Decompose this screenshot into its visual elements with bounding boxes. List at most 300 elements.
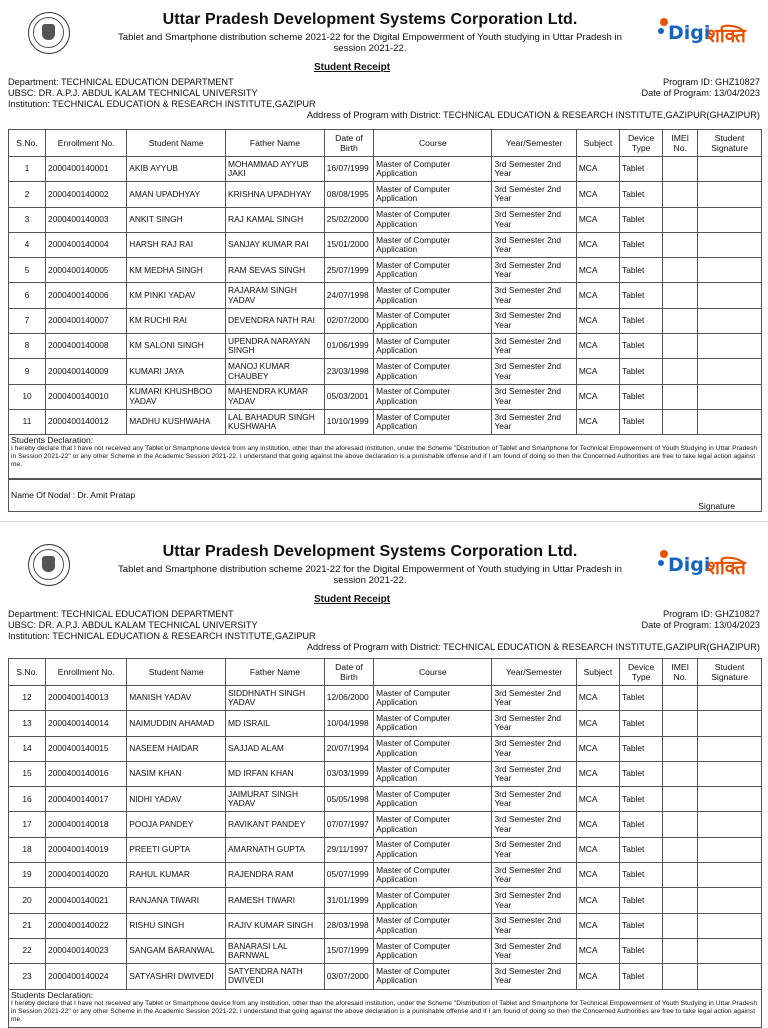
course-cell: Master of Computer Application [374, 207, 492, 232]
column-header: Year/Semester [492, 130, 576, 157]
father-name-cell: SIDDHNATH SINGH YADAV [226, 686, 325, 711]
serial-number-cell: 23 [9, 964, 46, 989]
column-header: Subject [576, 130, 619, 157]
imei-number-cell [663, 686, 698, 711]
device-type-cell: Tablet [620, 736, 663, 761]
subject-cell: MCA [576, 686, 619, 711]
year-semester-cell: 3rd Semester 2nd Year [492, 409, 576, 434]
father-name-cell: MAHENDRA KUMAR YADAV [226, 384, 325, 409]
father-name-cell: RAJENDRA RAM [226, 863, 325, 888]
program-address: Address of Program with District: TECHNICAL EDUCATION & RESEARCH INSTITUTE,GAZIPUR(GHAZIPUR) [306, 642, 760, 652]
table-row [9, 812, 762, 837]
student-signature-cell [698, 157, 762, 182]
father-name-cell: RAJ KAMAL SINGH [226, 207, 325, 232]
program-date: Date of Program: 13/04/2023 [641, 620, 760, 630]
column-header: Enrollment No. [46, 659, 127, 686]
student-name-cell: NASIM KHAN [127, 761, 226, 786]
year-semester-cell: 3rd Semester 2nd Year [492, 837, 576, 862]
father-name-cell: UPENDRA NARAYAN SINGH [226, 334, 325, 359]
course-cell: Master of Computer Application [374, 888, 492, 913]
student-name-cell: RANJANA TIWARI [127, 888, 226, 913]
date-of-birth-cell: 24/07/1998 [324, 283, 373, 308]
father-name-cell: MANOJ KUMAR CHAUBEY [226, 359, 325, 384]
program-id: Program ID: GHZ10827 [662, 609, 760, 619]
course-cell: Master of Computer Application [374, 334, 492, 359]
students-declaration [8, 433, 762, 479]
year-semester-cell: 3rd Semester 2nd Year [492, 787, 576, 812]
imei-number-cell [663, 308, 698, 333]
father-name-cell: LAL BAHADUR SINGH KUSHWAHA [226, 409, 325, 434]
subject-cell: MCA [576, 157, 619, 182]
course-cell: Master of Computer Application [374, 938, 492, 963]
column-header: Subject [576, 659, 619, 686]
device-type-cell: Tablet [620, 182, 663, 207]
up-government-seal-icon [28, 544, 70, 586]
imei-number-cell [663, 232, 698, 257]
device-type-cell: Tablet [620, 258, 663, 283]
year-semester-cell: 3rd Semester 2nd Year [492, 938, 576, 963]
student-signature-cell [698, 736, 762, 761]
imei-number-cell [663, 334, 698, 359]
receipt-page-2 [0, 532, 768, 1024]
imei-number-cell [663, 812, 698, 837]
signature-label: Signature [698, 501, 735, 511]
student-signature-cell [698, 686, 762, 711]
subject-cell: MCA [576, 409, 619, 434]
imei-number-cell [663, 938, 698, 963]
date-of-birth-cell: 10/10/1999 [324, 409, 373, 434]
year-semester-cell: 3rd Semester 2nd Year [492, 964, 576, 989]
table-row [9, 258, 762, 283]
enrollment-number-cell: 2000400140015 [46, 736, 127, 761]
serial-number-cell: 16 [9, 787, 46, 812]
serial-number-cell: 15 [9, 761, 46, 786]
student-signature-cell [698, 334, 762, 359]
student-name-cell: RISHU SINGH [127, 913, 226, 938]
year-semester-cell: 3rd Semester 2nd Year [492, 283, 576, 308]
org-name: Uttar Pradesh Development Systems Corporation Ltd. [162, 543, 578, 560]
course-cell: Master of Computer Application [374, 308, 492, 333]
course-cell: Master of Computer Application [374, 384, 492, 409]
program-meta [0, 606, 768, 658]
table-row [9, 359, 762, 384]
student-signature-cell [698, 258, 762, 283]
table-row [9, 182, 762, 207]
table-row [9, 686, 762, 711]
table-row [9, 384, 762, 409]
imei-number-cell [663, 359, 698, 384]
date-of-birth-cell: 05/07/1999 [324, 863, 373, 888]
course-cell: Master of Computer Application [374, 283, 492, 308]
year-semester-cell: 3rd Semester 2nd Year [492, 863, 576, 888]
subject-cell: MCA [576, 308, 619, 333]
imei-number-cell [663, 207, 698, 232]
device-type-cell: Tablet [620, 812, 663, 837]
imei-number-cell [663, 863, 698, 888]
father-name-cell: RAJARAM SINGH YADAV [226, 283, 325, 308]
student-signature-cell [698, 308, 762, 333]
student-name-cell: HARSH RAJ RAI [127, 232, 226, 257]
subject-cell: MCA [576, 863, 619, 888]
father-name-cell: BANARASI LAL BARNWAL [226, 938, 325, 963]
device-type-cell: Tablet [620, 283, 663, 308]
program-date: Date of Program: 13/04/2023 [641, 88, 760, 98]
device-type-cell: Tablet [620, 409, 663, 434]
student-name-cell: NASEEM HAIDAR [127, 736, 226, 761]
year-semester-cell: 3rd Semester 2nd Year [492, 334, 576, 359]
table-header-row [9, 659, 762, 686]
institution: Institution: TECHNICAL EDUCATION & RESEARCH INSTITUTE,GAZIPUR [8, 631, 316, 641]
serial-number-cell: 4 [9, 232, 46, 257]
subject-cell: MCA [576, 359, 619, 384]
device-type-cell: Tablet [620, 863, 663, 888]
enrollment-number-cell: 2000400140005 [46, 258, 127, 283]
serial-number-cell: 6 [9, 283, 46, 308]
father-name-cell: KRISHNA UPADHYAY [226, 182, 325, 207]
column-header: Enrollment No. [46, 130, 127, 157]
table-row [9, 761, 762, 786]
column-header: Date of Birth [324, 659, 373, 686]
nodal-signature-row [8, 479, 762, 512]
date-of-birth-cell: 07/07/1997 [324, 812, 373, 837]
enrollment-number-cell: 2000400140006 [46, 283, 127, 308]
student-name-cell: NIDHI YADAV [127, 787, 226, 812]
course-cell: Master of Computer Application [374, 686, 492, 711]
student-signature-cell [698, 863, 762, 888]
course-cell: Master of Computer Application [374, 964, 492, 989]
ubsc: UBSC: DR. A.P.J. ABDUL KALAM TECHNICAL UNIVERSITY [8, 88, 258, 98]
student-signature-cell [698, 812, 762, 837]
enrollment-number-cell: 2000400140001 [46, 157, 127, 182]
course-cell: Master of Computer Application [374, 258, 492, 283]
subject-cell: MCA [576, 283, 619, 308]
year-semester-cell: 3rd Semester 2nd Year [492, 207, 576, 232]
imei-number-cell [663, 283, 698, 308]
date-of-birth-cell: 31/01/1999 [324, 888, 373, 913]
subject-cell: MCA [576, 787, 619, 812]
student-name-cell: KUMARI JAYA [127, 359, 226, 384]
student-name-cell: SATYASHRI DWIVEDI [127, 964, 226, 989]
year-semester-cell: 3rd Semester 2nd Year [492, 812, 576, 837]
enrollment-number-cell: 2000400140012 [46, 409, 127, 434]
student-name-cell: PREETI GUPTA [127, 837, 226, 862]
date-of-birth-cell: 05/05/1998 [324, 787, 373, 812]
enrollment-number-cell: 2000400140020 [46, 863, 127, 888]
serial-number-cell: 14 [9, 736, 46, 761]
table-row [9, 232, 762, 257]
scheme-description: Tablet and Smartphone distribution scheme 2021-22 for the Digital Empowerment of Youth studying in Uttar Pradesh in session 2021-22. [118, 564, 622, 586]
enrollment-number-cell: 2000400140004 [46, 232, 127, 257]
father-name-cell: RAMESH TIWARI [226, 888, 325, 913]
father-name-cell: JAIMURAT SINGH YADAV [226, 787, 325, 812]
column-header: Course [374, 130, 492, 157]
department: Department: TECHNICAL EDUCATION DEPARTMENT [8, 609, 234, 619]
subject-cell: MCA [576, 232, 619, 257]
subject-cell: MCA [576, 938, 619, 963]
column-header: S.No. [9, 130, 46, 157]
imei-number-cell [663, 913, 698, 938]
column-header: Student Name [127, 659, 226, 686]
year-semester-cell: 3rd Semester 2nd Year [492, 384, 576, 409]
table-row [9, 787, 762, 812]
course-cell: Master of Computer Application [374, 837, 492, 862]
subject-cell: MCA [576, 964, 619, 989]
year-semester-cell: 3rd Semester 2nd Year [492, 182, 576, 207]
serial-number-cell: 3 [9, 207, 46, 232]
year-semester-cell: 3rd Semester 2nd Year [492, 736, 576, 761]
column-header: Student Signature [698, 130, 762, 157]
father-name-cell: MOHAMMAD AYYUB JAKI [226, 157, 325, 182]
student-name-cell: SANGAM BARANWAL [127, 938, 226, 963]
student-signature-cell [698, 384, 762, 409]
up-government-seal-icon [28, 12, 70, 54]
column-header: Date of Birth [324, 130, 373, 157]
student-signature-cell [698, 888, 762, 913]
enrollment-number-cell: 2000400140003 [46, 207, 127, 232]
student-table [8, 658, 762, 990]
enrollment-number-cell: 2000400140014 [46, 711, 127, 736]
student-signature-cell [698, 711, 762, 736]
enrollment-number-cell: 2000400140018 [46, 812, 127, 837]
student-signature-cell [698, 964, 762, 989]
serial-number-cell: 21 [9, 913, 46, 938]
device-type-cell: Tablet [620, 787, 663, 812]
date-of-birth-cell: 10/04/1998 [324, 711, 373, 736]
date-of-birth-cell: 20/07/1994 [324, 736, 373, 761]
subject-cell: MCA [576, 711, 619, 736]
student-table [8, 129, 762, 435]
table-row [9, 157, 762, 182]
device-type-cell: Tablet [620, 359, 663, 384]
ubsc: UBSC: DR. A.P.J. ABDUL KALAM TECHNICAL UNIVERSITY [8, 620, 258, 630]
date-of-birth-cell: 05/03/2001 [324, 384, 373, 409]
column-header: Course [374, 659, 492, 686]
student-name-cell: NAIMUDDIN AHAMAD [127, 711, 226, 736]
course-cell: Master of Computer Application [374, 787, 492, 812]
students-declaration [8, 988, 762, 1028]
page-header [0, 532, 768, 606]
imei-number-cell [663, 384, 698, 409]
father-name-cell: RAVIKANT PANDEY [226, 812, 325, 837]
column-header: S.No. [9, 659, 46, 686]
year-semester-cell: 3rd Semester 2nd Year [492, 888, 576, 913]
year-semester-cell: 3rd Semester 2nd Year [492, 359, 576, 384]
year-semester-cell: 3rd Semester 2nd Year [492, 308, 576, 333]
student-name-cell: AKIB AYYUB [127, 157, 226, 182]
subject-cell: MCA [576, 334, 619, 359]
date-of-birth-cell: 03/03/1999 [324, 761, 373, 786]
year-semester-cell: 3rd Semester 2nd Year [492, 711, 576, 736]
subject-cell: MCA [576, 761, 619, 786]
department: Department: TECHNICAL EDUCATION DEPARTMENT [8, 77, 234, 87]
date-of-birth-cell: 15/07/1999 [324, 938, 373, 963]
column-header: Father Name [226, 659, 325, 686]
serial-number-cell: 10 [9, 384, 46, 409]
father-name-cell: MD IRFAN KHAN [226, 761, 325, 786]
student-name-cell: KUMARI KHUSHBOO YADAV [127, 384, 226, 409]
device-type-cell: Tablet [620, 913, 663, 938]
year-semester-cell: 3rd Semester 2nd Year [492, 157, 576, 182]
serial-number-cell: 19 [9, 863, 46, 888]
imei-number-cell [663, 157, 698, 182]
student-signature-cell [698, 938, 762, 963]
year-semester-cell: 3rd Semester 2nd Year [492, 913, 576, 938]
table-header-row [9, 130, 762, 157]
institution: Institution: TECHNICAL EDUCATION & RESEARCH INSTITUTE,GAZIPUR [8, 99, 316, 109]
course-cell: Master of Computer Application [374, 812, 492, 837]
student-name-cell: MADHU KUSHWAHA [127, 409, 226, 434]
serial-number-cell: 22 [9, 938, 46, 963]
imei-number-cell [663, 736, 698, 761]
date-of-birth-cell: 01/06/1999 [324, 334, 373, 359]
serial-number-cell: 9 [9, 359, 46, 384]
imei-number-cell [663, 964, 698, 989]
serial-number-cell: 8 [9, 334, 46, 359]
program-address: Address of Program with District: TECHNICAL EDUCATION & RESEARCH INSTITUTE,GAZIPUR(GHAZIPUR) [306, 110, 760, 120]
device-type-cell: Tablet [620, 761, 663, 786]
subject-cell: MCA [576, 888, 619, 913]
org-name: Uttar Pradesh Development Systems Corporation Ltd. [162, 11, 578, 28]
device-type-cell: Tablet [620, 686, 663, 711]
serial-number-cell: 13 [9, 711, 46, 736]
imei-number-cell [663, 409, 698, 434]
enrollment-number-cell: 2000400140008 [46, 334, 127, 359]
date-of-birth-cell: 15/01/2000 [324, 232, 373, 257]
device-type-cell: Tablet [620, 384, 663, 409]
device-type-cell: Tablet [620, 964, 663, 989]
year-semester-cell: 3rd Semester 2nd Year [492, 686, 576, 711]
column-header: IMEI No. [663, 130, 698, 157]
student-signature-cell [698, 182, 762, 207]
device-type-cell: Tablet [620, 837, 663, 862]
device-type-cell: Tablet [620, 207, 663, 232]
course-cell: Master of Computer Application [374, 157, 492, 182]
table-row [9, 736, 762, 761]
enrollment-number-cell: 2000400140007 [46, 308, 127, 333]
device-type-cell: Tablet [620, 938, 663, 963]
subject-cell: MCA [576, 812, 619, 837]
device-type-cell: Tablet [620, 157, 663, 182]
enrollment-number-cell: 2000400140017 [46, 787, 127, 812]
date-of-birth-cell: 02/07/2000 [324, 308, 373, 333]
date-of-birth-cell: 03/07/2000 [324, 964, 373, 989]
date-of-birth-cell: 08/08/1995 [324, 182, 373, 207]
enrollment-number-cell: 2000400140021 [46, 888, 127, 913]
student-signature-cell [698, 913, 762, 938]
serial-number-cell: 17 [9, 812, 46, 837]
enrollment-number-cell: 2000400140010 [46, 384, 127, 409]
student-name-cell: AMAN UPADHYAY [127, 182, 226, 207]
table-row [9, 913, 762, 938]
course-cell: Master of Computer Application [374, 409, 492, 434]
course-cell: Master of Computer Application [374, 359, 492, 384]
serial-number-cell: 1 [9, 157, 46, 182]
father-name-cell: RAJIV KUMAR SINGH [226, 913, 325, 938]
subject-cell: MCA [576, 837, 619, 862]
column-header: Student Signature [698, 659, 762, 686]
table-row [9, 283, 762, 308]
date-of-birth-cell: 29/11/1997 [324, 837, 373, 862]
year-semester-cell: 3rd Semester 2nd Year [492, 761, 576, 786]
year-semester-cell: 3rd Semester 2nd Year [492, 258, 576, 283]
imei-number-cell [663, 787, 698, 812]
column-header: IMEI No. [663, 659, 698, 686]
device-type-cell: Tablet [620, 711, 663, 736]
date-of-birth-cell: 16/07/1999 [324, 157, 373, 182]
father-name-cell: MD ISRAIL [226, 711, 325, 736]
program-id: Program ID: GHZ10827 [662, 77, 760, 87]
serial-number-cell: 18 [9, 837, 46, 862]
receipt-title: Student Receipt [313, 62, 391, 73]
enrollment-number-cell: 2000400140002 [46, 182, 127, 207]
student-name-cell: POOJA PANDEY [127, 812, 226, 837]
student-name-cell: KM SALONI SINGH [127, 334, 226, 359]
column-header: Student Name [127, 130, 226, 157]
device-type-cell: Tablet [620, 308, 663, 333]
date-of-birth-cell: 12/06/2000 [324, 686, 373, 711]
declaration-text: I hereby declare that I have not received any Tablet or Smartphone device from any institution, other than the aforesaid institution, under the Scheme "Distribution of Tablet and Smartphone for Technical Empowerment of Youth Studying in Uttar Pradesh in Session 2021-22" or any other Scheme in the Academic Session 2021-22. I understand that going against the above declaration is a punishable offense and if I am found of doing so then the Concerned Authorities are free to take legal action against me. [11, 1000, 758, 1024]
table-row [9, 711, 762, 736]
device-type-cell: Tablet [620, 232, 663, 257]
student-name-cell: ANKIT SINGH [127, 207, 226, 232]
father-name-cell: AMARNATH GUPTA [226, 837, 325, 862]
serial-number-cell: 11 [9, 409, 46, 434]
student-signature-cell [698, 837, 762, 862]
table-row [9, 964, 762, 989]
enrollment-number-cell: 2000400140019 [46, 837, 127, 862]
program-meta [0, 74, 768, 126]
column-header: Father Name [226, 130, 325, 157]
father-name-cell: SAJJAD ALAM [226, 736, 325, 761]
student-signature-cell [698, 787, 762, 812]
page-divider [0, 521, 768, 522]
enrollment-number-cell: 2000400140023 [46, 938, 127, 963]
enrollment-number-cell: 2000400140013 [46, 686, 127, 711]
table-row [9, 409, 762, 434]
column-header: Year/Semester [492, 659, 576, 686]
subject-cell: MCA [576, 384, 619, 409]
imei-number-cell [663, 711, 698, 736]
father-name-cell: RAM SEVAS SINGH [226, 258, 325, 283]
enrollment-number-cell: 2000400140009 [46, 359, 127, 384]
course-cell: Master of Computer Application [374, 711, 492, 736]
declaration-title: Students Declaration: [11, 435, 94, 445]
date-of-birth-cell: 25/07/1999 [324, 258, 373, 283]
course-cell: Master of Computer Application [374, 232, 492, 257]
table-row [9, 888, 762, 913]
subject-cell: MCA [576, 182, 619, 207]
student-signature-cell [698, 207, 762, 232]
date-of-birth-cell: 23/03/1998 [324, 359, 373, 384]
declaration-title: Students Declaration: [11, 990, 94, 1000]
student-signature-cell [698, 283, 762, 308]
father-name-cell: SANJAY KUMAR RAI [226, 232, 325, 257]
column-header: Device Type [620, 130, 663, 157]
course-cell: Master of Computer Application [374, 182, 492, 207]
enrollment-number-cell: 2000400140024 [46, 964, 127, 989]
father-name-cell: SATYENDRA NATH DWIVEDI [226, 964, 325, 989]
page-header [0, 0, 768, 74]
student-signature-cell [698, 761, 762, 786]
table-row [9, 863, 762, 888]
serial-number-cell: 7 [9, 308, 46, 333]
table-row [9, 938, 762, 963]
subject-cell: MCA [576, 207, 619, 232]
device-type-cell: Tablet [620, 334, 663, 359]
date-of-birth-cell: 25/02/2000 [324, 207, 373, 232]
enrollment-number-cell: 2000400140022 [46, 913, 127, 938]
device-type-cell: Tablet [620, 888, 663, 913]
